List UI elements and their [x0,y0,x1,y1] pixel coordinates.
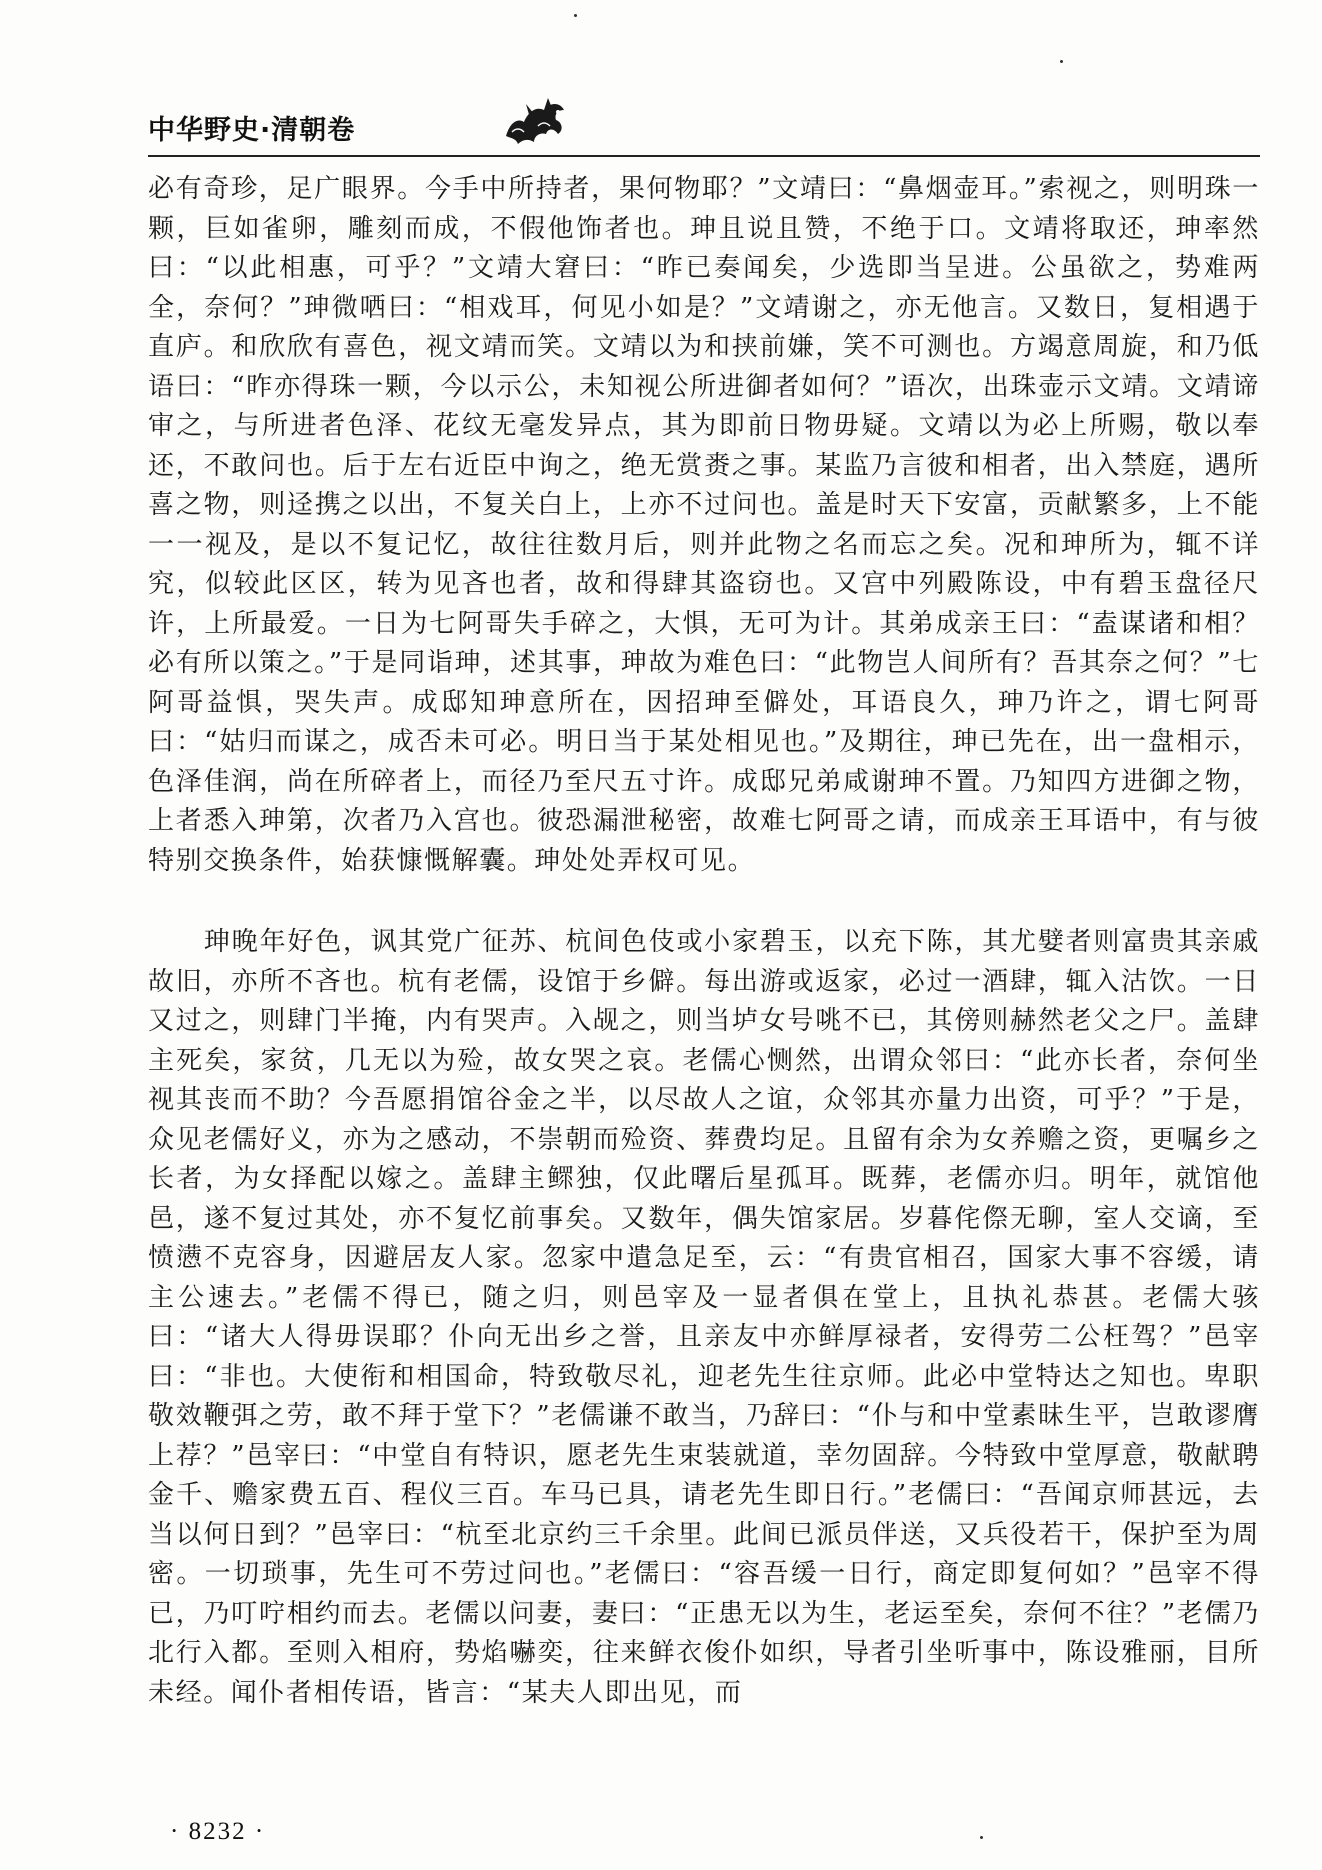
scan-speck [1060,60,1063,63]
paragraph: 珅晚年好色，讽其党广征苏、杭间色伎或小家碧玉，以充下陈，其尤嬖者则富贵其亲戚故旧，亦所不吝也。杭有老儒，设馆于乡僻。每出游或返家，必过一酒肆，辄入沽饮。一日又过之，则肆门半掩，内有哭声。入觇之，则当垆女号咷不已，其傍则赫然老父之尸。盖肆主死矣，家贫，几无以为殓，故女哭之哀。老儒心恻然，出谓众邻曰：“此亦长者，奈何坐视其丧而不助？今吾愿捐馆谷金之半，以尽故人之谊，众邻其亦量力出资，可乎？”于是，众见老儒好义，亦为之感动，不崇朝而殓资、葬费均足。且留有余为女养赡之资，更嘱乡之长者，为女择配以嫁之。盖肆主鳏独，仅此曙后星孤耳。既葬，老儒亦归。明年，就馆他邑，遂不复过其处，亦不复忆前事矣。又数年，偶失馆家居。岁暮侘傺无聊，室人交谪，至愤懑不克容身，因避居友人家。忽家中遣急足至，云：“有贵官相召，国家大事不容缓，请主公速去。”老儒不得已，随之归，则邑宰及一显者俱在堂上，且执礼恭甚。老儒大骇曰：“诸大人得毋误耶？仆向无出乡之誉，且亲友中亦鲜厚禄者，安得劳二公枉驾？”邑宰曰：“非也。大使衔和相国命，特致敬尽礼，迎老先生往京师。此必中堂特达之知也。卑职敬效鞭弭之劳，敢不拜于堂下？”老儒谦不敢当，乃辞曰：“仆与和中堂素昧生平，岂敢谬膺上荐？”邑宰曰：“中堂自有特识，愿老先生束装就道，幸勿固辞。今特致中堂厚意，敬献聘金千、赡家费五百、程仪三百。车马已具，请老先生即日行。”老儒曰：“吾闻京师甚远，去当以何日到？”邑宰曰：“杭至北京约三千余里。此间已派员伴送，又兵役若干，保护至为周密。一切琐事，先生可不劳过问也。”老儒曰：“容吾缓一日行，商定即复何如？”邑宰不得已，乃叮咛相约而去。老儒以问妻，妻曰：“正患无以为生，老运至矣，奈何不往？”老儒乃北行入都。至则入相府，势焰嚇奕，往来鲜衣俊仆如织，导者引坐听事中，陈设雅丽，目所未经。闻仆者相传语，皆言：“某夫人即出见，而 [148,927,1260,1708]
dragon-emblem-icon [500,92,570,148]
book-title: 中华野史·清朝卷 [148,115,356,146]
body-text [148,170,1260,1713]
running-header [148,98,1258,158]
scan-speck [574,14,577,17]
scan-speck [980,1836,983,1839]
paragraph: 必有奇珍，足广眼界。今手中所持者，果何物耶？”文靖曰：“鼻烟壶耳。”索视之，则明珠一颗，巨如雀卵，雕刻而成，不假他饰者也。珅且说且赞，不绝于口。文靖将取还，珅率然曰：“以此相惠，可乎？”文靖大窘曰：“昨已奏闻矣，少选即当呈进。公虽欲之，势难两全，奈何？”珅微哂曰：“相戏耳，何见小如是？”文靖谢之，亦无他言。又数日，复相遇于直庐。和欣欣有喜色，视文靖而笑。文靖以为和挟前嫌，笑不可测也。方竭意周旋，和乃低语曰：“昨亦得珠一颗，今以示公，未知视公所进御者如何？”语次，出珠壶示文靖。文靖谛审之，与所进者色泽、花纹无毫发异点，其为即前日物毋疑。文靖以为必上所赐，敬以奉还，不敢问也。后于左右近臣中询之，绝无赏赉之事。某监乃言彼和相者，出入禁庭，遇所喜之物，则迳携之以出，不复关白上，上亦不过问也。盖是时天下安富，贡献繁多，上不能一一视及，是以不复记忆，故往往数月后，则并此物之名而忘之矣。况和珅所为，辄不详究，似较此区区，转为见吝也者，故和得肆其盗窃也。又宫中列殿陈设，中有碧玉盘径尺许，上所最爱。一日为七阿哥失手碎之，大惧，无可为计。其弟成亲王曰：“盍谋诸和相？必有所以策之。”于是同诣珅，述其事，珅故为难色曰：“此物岂人间所有？吾其奈之何？”七阿哥益惧，哭失声。成邸知珅意所在，因招珅至僻处，耳语良久，珅乃许之，谓七阿哥曰：“姑归而谋之，成否未可必。明日当于某处相见也。”及期往，珅已先在，出一盘相示，色泽佳润，尚在所碎者上，而径乃至尺五寸许。成邸兄弟咸谢珅不置。乃知四方进御之物，上者悉入珅第，次者乃入宫也。彼恐漏泄秘密，故难七阿哥之请，而成亲王耳语中，有与彼特别交换条件，始获慷慨解囊。珅处处弄权可见。 [148,174,1260,876]
header-rule [148,155,1260,157]
page-number: · 8232 · [170,1818,266,1845]
